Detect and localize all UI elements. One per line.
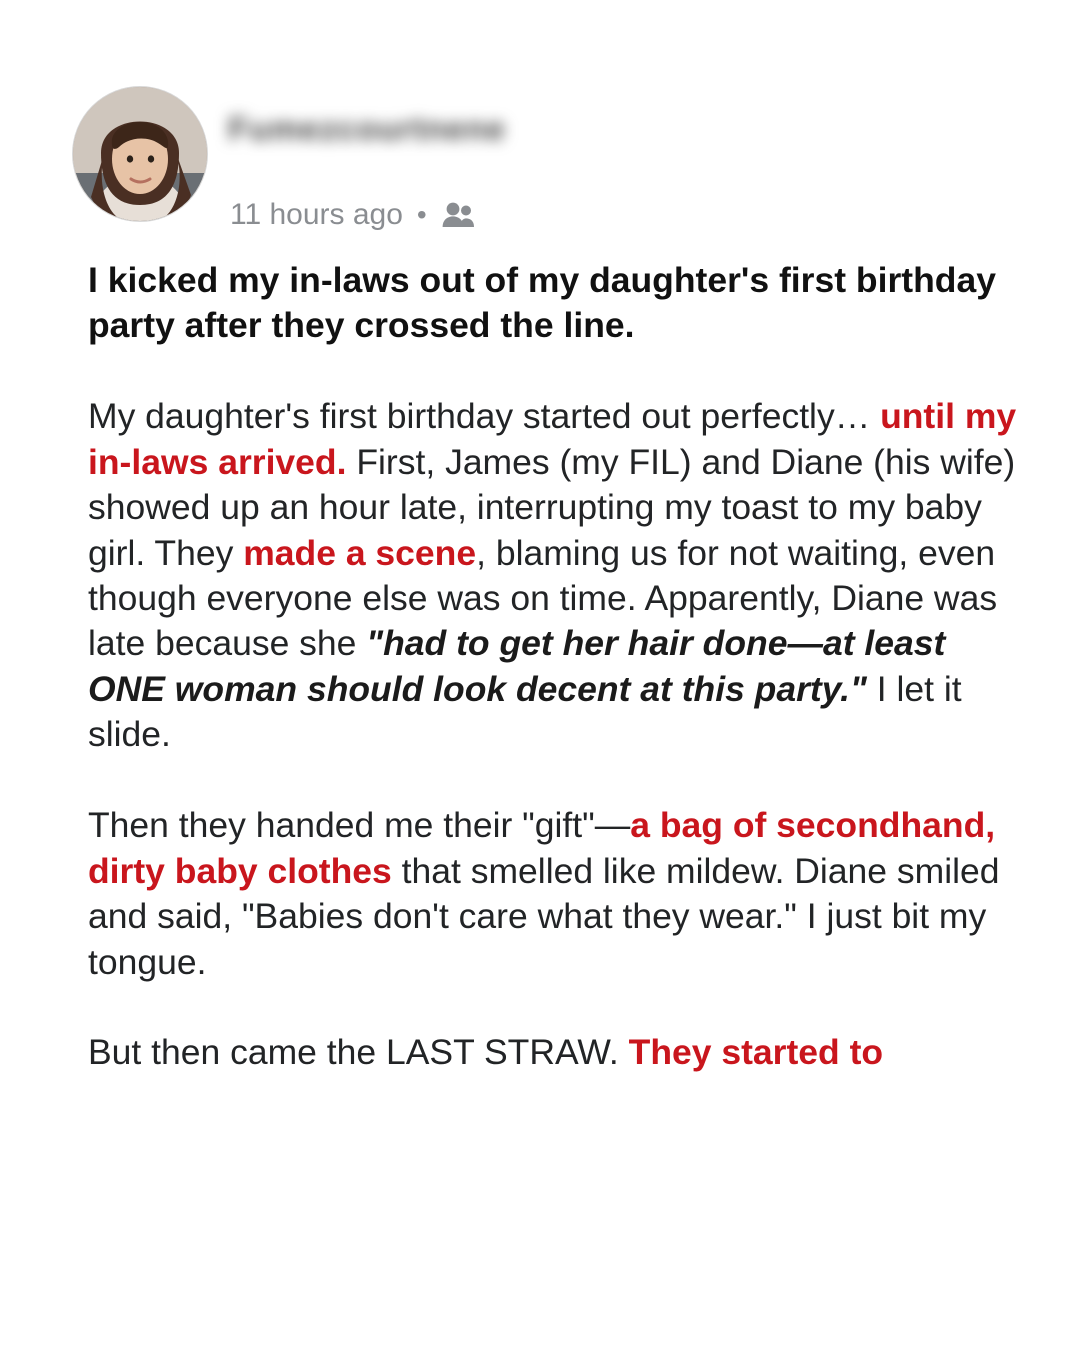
- paragraph-text: that smelled like mildew. Diane smiled and said, "Babies don't care what they wear." I just bit my tongue.: [88, 850, 1000, 982]
- post-meta: [230, 198, 475, 232]
- post-headline: I kicked my in-laws out of my daughter's first birthday party after they crossed the line.: [88, 260, 996, 345]
- highlighted-text: made a scene: [243, 532, 477, 573]
- post-paragraph: [88, 803, 1028, 985]
- paragraph-text: My daughter's first birthday started out perfectly…: [88, 396, 881, 437]
- quoted-text: "had to get her hair done—at least ONE woman should look decent at this party.": [88, 623, 946, 709]
- post-header: [56, 78, 1040, 258]
- post-paragraphs: [88, 394, 1028, 1076]
- paragraph-text: , blaming us for not waiting, even though everyone else was on time. Apparently, Diane was late because she: [88, 532, 998, 664]
- avatar[interactable]: [72, 86, 208, 222]
- highlighted-text: until my in-laws arrived.: [88, 396, 1017, 482]
- paragraph-text: Then they handed me their "gift"—: [88, 805, 631, 846]
- friends-icon: [441, 200, 475, 230]
- post-body: [56, 258, 1040, 1076]
- post-paragraph: [88, 394, 1028, 758]
- paragraph-text: But then came the LAST STRAW.: [88, 1032, 629, 1073]
- post-paragraph: [88, 1030, 1028, 1075]
- post-timestamp[interactable]: 11 hours ago: [230, 198, 403, 231]
- meta-separator: •: [416, 199, 427, 230]
- paragraph-text: First, James (my FIL) and Diane (his wife) showed up an hour late, interrupting my toast to my baby girl. They: [88, 441, 1016, 573]
- highlighted-text: They started to: [628, 1032, 884, 1073]
- author-name[interactable]: Fumezcourtnene: [228, 110, 507, 147]
- highlighted-text: a bag of secondhand, dirty baby clothes: [88, 805, 996, 891]
- paragraph-text: I let it slide.: [88, 668, 962, 755]
